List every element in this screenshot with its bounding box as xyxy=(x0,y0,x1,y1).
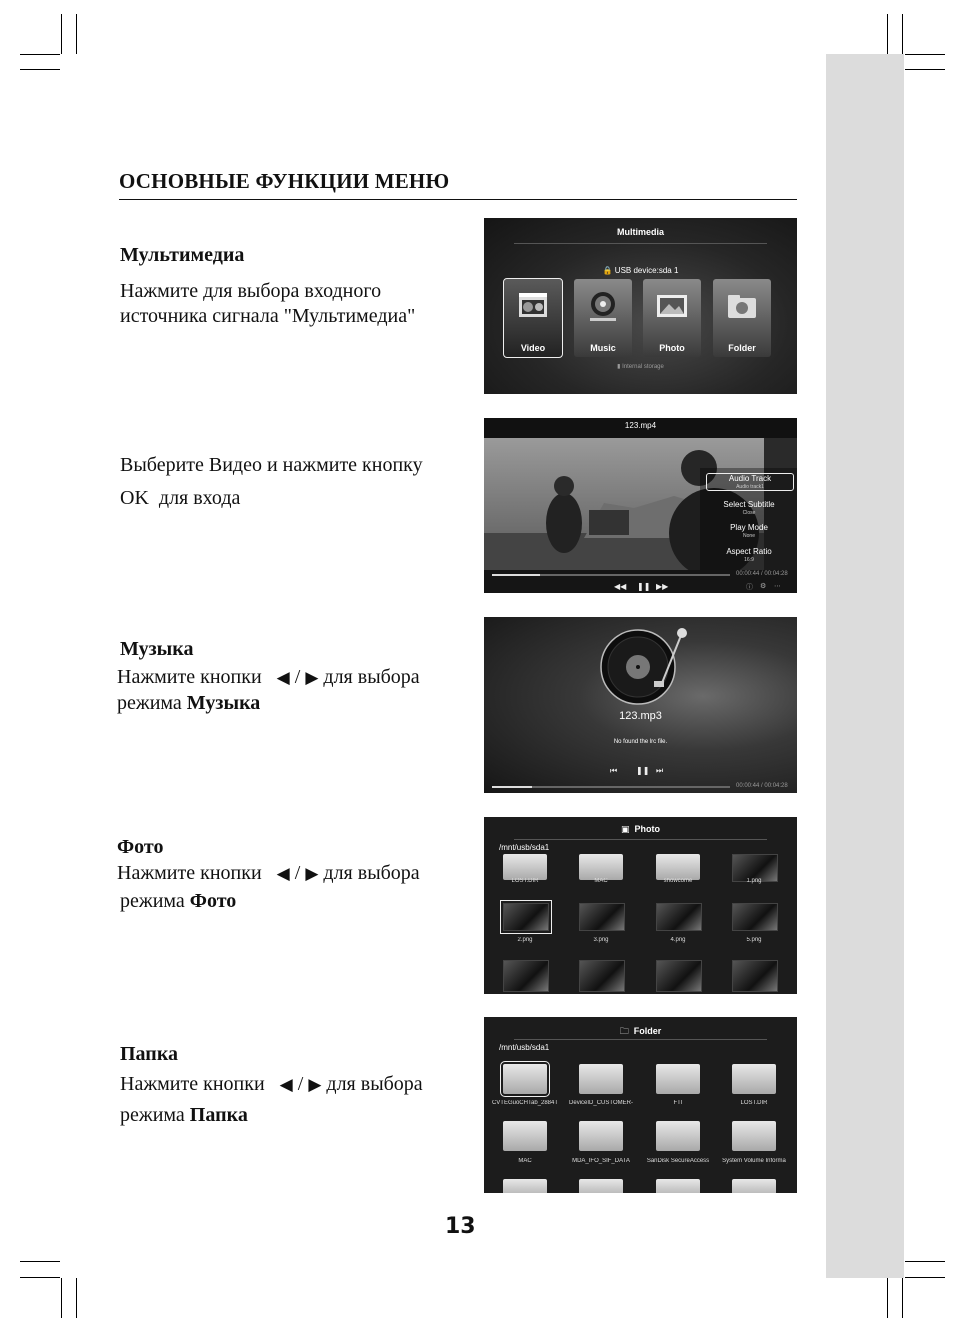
subtitle-value: Close xyxy=(742,510,756,516)
internal-storage-text: Internal storage xyxy=(622,364,664,370)
folder-item-caption: MDA_IFO_SIF_DATA xyxy=(572,1158,630,1164)
more-icon[interactable]: ⋯ xyxy=(774,582,781,590)
header-divider xyxy=(514,243,767,244)
crop-mark xyxy=(887,1278,888,1318)
video-progress-fill xyxy=(492,574,540,576)
photo-heading: Фото xyxy=(117,836,164,858)
arrow-separator: / xyxy=(294,862,301,884)
photo-item-caption: 2.png xyxy=(517,937,533,943)
photo-item-caption: 5.png xyxy=(746,937,762,943)
info-icon[interactable]: ⓘ xyxy=(746,583,753,591)
multimedia-text-line2: источника сигнала "Мультимедиа" xyxy=(120,305,416,327)
folder-thumbnail-icon[interactable] xyxy=(579,854,623,880)
previous-track-button[interactable]: ⏮ xyxy=(610,766,618,775)
folder-header-text: Folder xyxy=(633,1026,662,1036)
folder-text-line1 xyxy=(120,1071,423,1098)
fast-forward-button[interactable]: ▶▶ xyxy=(656,582,669,591)
folder-thumbnail-icon[interactable] xyxy=(503,1064,547,1094)
folder-thumbnail-icon[interactable] xyxy=(579,1179,623,1193)
page-number: 13 xyxy=(445,1214,476,1239)
video-screenshot xyxy=(484,418,797,593)
folder-browser-screenshot xyxy=(484,1017,797,1193)
usb-device-text: USB device:sda 1 xyxy=(614,266,679,275)
next-track-button[interactable]: ⏭ xyxy=(656,766,664,775)
image-thumbnail[interactable] xyxy=(732,903,778,931)
folder-line2-bold: Папка xyxy=(189,1104,248,1126)
crop-mark xyxy=(905,1277,945,1278)
arrow-separator: / xyxy=(297,1073,304,1095)
arrow-left-icon: ◀ xyxy=(276,864,290,884)
folder-tile[interactable] xyxy=(713,279,771,357)
page-title: ОСНОВНЫЕ ФУНКЦИИ МЕНЮ xyxy=(119,169,797,200)
arrow-right-icon: ▶ xyxy=(305,668,319,688)
image-thumbnail[interactable] xyxy=(732,960,778,992)
arrow-left-icon: ◀ xyxy=(276,668,290,688)
folder-thumbnail-icon[interactable] xyxy=(503,1179,547,1193)
photo-line2-pre: режима xyxy=(120,890,185,912)
folder-line1-pre: Нажмите кнопки xyxy=(120,1073,265,1095)
photo-header-text: Photo xyxy=(634,824,661,834)
pause-button[interactable]: ❚❚ xyxy=(637,582,651,591)
folder-item-caption: CVTEGuoCHTab_2884T xyxy=(491,1100,559,1106)
film-icon xyxy=(516,289,550,323)
lyrics-message: No found the lrc file. xyxy=(613,739,668,745)
subtitle-label: Select Subtitle xyxy=(723,500,775,509)
crop-mark xyxy=(20,69,60,70)
arrow-right-icon: ▶ xyxy=(308,1075,322,1095)
folder-item-caption: MAC xyxy=(518,1158,532,1164)
crop-mark xyxy=(20,1277,60,1278)
image-thumbnail[interactable] xyxy=(656,960,702,992)
crop-mark xyxy=(61,1278,62,1318)
image-thumbnail[interactable] xyxy=(503,903,549,931)
image-thumbnail[interactable] xyxy=(579,903,625,931)
folder-item-caption: SanDisk SecureAccess xyxy=(646,1158,710,1164)
folder-item-caption: DeviceID_CUSTOMER- xyxy=(569,1100,633,1106)
photo-item-caption: LOST.DIR xyxy=(511,878,539,884)
folder-heading: Папка xyxy=(120,1043,179,1065)
folder-thumbnail-icon[interactable] xyxy=(579,1064,623,1094)
photo-line1-pre: Нажмите кнопки xyxy=(117,862,262,884)
play-mode-option[interactable] xyxy=(706,523,792,539)
multimedia-text-line1: Нажмите для выбора входного xyxy=(120,280,382,302)
crop-mark xyxy=(905,1261,945,1262)
rewind-button[interactable]: ◀◀ xyxy=(614,582,627,591)
crop-mark xyxy=(61,14,62,54)
photo-path: /mnt/usb/sda1 xyxy=(499,843,550,852)
speaker-icon xyxy=(586,289,620,323)
settings-icon[interactable]: ⚙ xyxy=(760,582,767,590)
photo-item-caption: 4.png xyxy=(670,937,686,943)
arrow-left-icon: ◀ xyxy=(279,1075,293,1095)
multimedia-heading: Мультимедиа xyxy=(120,244,245,266)
folder-thumbnail-icon[interactable] xyxy=(732,1179,776,1193)
crop-mark xyxy=(76,1278,77,1318)
photo-text-line2 xyxy=(120,888,236,914)
photo-text-line1 xyxy=(117,860,420,887)
header-divider xyxy=(514,1039,767,1040)
music-text-line1 xyxy=(117,664,420,691)
usb-device-label xyxy=(484,266,797,275)
audio-track-option[interactable] xyxy=(706,473,794,491)
music-progress-fill xyxy=(492,786,532,788)
folder-tile-label: Folder xyxy=(728,343,756,353)
crop-mark xyxy=(902,14,903,54)
video-tile-label: Video xyxy=(520,343,546,353)
folder-icon xyxy=(725,289,759,323)
photo-item-caption: 1.png xyxy=(746,878,762,884)
folder-thumbnail-icon[interactable] xyxy=(656,1121,700,1151)
crop-mark xyxy=(905,54,945,55)
folder-item-caption: FTI xyxy=(673,1100,683,1106)
photo-item-caption: MAC xyxy=(594,878,608,884)
folder-item-caption: System Volume Informa xyxy=(722,1158,786,1164)
folder-thumbnail-icon[interactable] xyxy=(656,1064,700,1094)
crop-mark xyxy=(76,14,77,54)
folder-thumbnail-icon[interactable] xyxy=(732,1064,776,1094)
pause-button[interactable]: ❚❚ xyxy=(636,766,650,775)
photo-tile-label: Photo xyxy=(659,343,685,353)
music-time: 00:00:44 / 00:04:28 xyxy=(736,783,788,789)
folder-line1-post: для выбора xyxy=(326,1073,423,1095)
folder-path: /mnt/usb/sda1 xyxy=(499,1043,550,1052)
image-icon: ▣ xyxy=(620,824,630,834)
folder-thumbnail-icon[interactable] xyxy=(732,1121,776,1151)
image-thumbnail[interactable] xyxy=(656,903,702,931)
lock-icon: 🔒 xyxy=(602,266,613,275)
play-mode-label: Play Mode xyxy=(730,523,768,532)
music-text-line2 xyxy=(117,690,260,716)
internal-storage-label[interactable] xyxy=(484,363,797,370)
crop-mark xyxy=(20,1261,60,1262)
storage-icon: ▮ xyxy=(617,364,621,370)
arrow-right-icon: ▶ xyxy=(305,864,319,884)
crop-mark xyxy=(887,14,888,54)
music-heading: Музыка xyxy=(120,638,194,660)
video-tile[interactable] xyxy=(504,279,562,357)
audio-track-value: Audio track1 xyxy=(736,484,764,490)
video-text-line1: Выберите Видео и нажмите кнопку xyxy=(120,454,423,476)
video-time: 00:00:44 / 00:04:28 xyxy=(736,571,788,577)
music-tile-label: Music xyxy=(590,343,616,353)
folder-thumbnail-icon[interactable] xyxy=(656,854,700,880)
folder-thumbnail-icon[interactable] xyxy=(503,1121,547,1151)
music-screenshot xyxy=(484,617,797,793)
folder-text-line2 xyxy=(120,1102,248,1128)
folder-icon: 🗀 xyxy=(619,1026,629,1036)
audio-track-label: Audio Track xyxy=(728,474,772,483)
folder-line2-pre: режима xyxy=(120,1104,185,1126)
photo-item-caption: showcome xyxy=(663,878,693,884)
header-divider xyxy=(514,839,767,840)
folder-thumbnail-icon[interactable] xyxy=(503,854,547,880)
play-mode-value: None xyxy=(743,533,755,539)
folder-thumbnail-icon[interactable] xyxy=(579,1121,623,1151)
image-thumbnail[interactable] xyxy=(579,960,625,992)
folder-thumbnail-icon[interactable] xyxy=(656,1179,700,1193)
multimedia-screenshot xyxy=(484,218,797,394)
photo-screen-header xyxy=(484,824,797,835)
photo-icon xyxy=(655,289,689,323)
aspect-ratio-option[interactable] xyxy=(706,547,792,563)
music-filename: 123.mp3 xyxy=(619,710,662,722)
video-filename: 123.mp4 xyxy=(624,421,657,430)
photo-line1-post: для выбора xyxy=(323,862,420,884)
music-line2-pre: режима xyxy=(117,692,182,714)
arrow-separator: / xyxy=(294,666,301,688)
select-subtitle-option[interactable] xyxy=(706,500,792,516)
music-line1-pre: Нажмите кнопки xyxy=(117,666,262,688)
music-line2-bold: Музыка xyxy=(186,692,261,714)
photo-item-caption: 3.png xyxy=(593,937,609,943)
folder-item-caption: LOST.DIR xyxy=(740,1100,768,1106)
aspect-ratio-label: Aspect Ratio xyxy=(726,547,772,556)
gray-side-band xyxy=(826,54,904,1278)
photo-tile[interactable] xyxy=(643,279,701,357)
crop-mark xyxy=(20,54,60,55)
crop-mark xyxy=(905,69,945,70)
music-line1-post: для выбора xyxy=(323,666,420,688)
multimedia-screen-header: Multimedia xyxy=(616,227,664,237)
vinyl-record-icon xyxy=(600,625,692,710)
photo-line2-bold: Фото xyxy=(189,890,237,912)
music-tile[interactable] xyxy=(574,279,632,357)
folder-screen-header xyxy=(484,1024,797,1040)
aspect-ratio-value: 16:9 xyxy=(744,557,754,563)
photo-browser-screenshot xyxy=(484,817,797,994)
crop-mark xyxy=(902,1278,903,1318)
video-text-line2: OK для входа xyxy=(120,487,241,509)
image-thumbnail[interactable] xyxy=(503,960,549,992)
